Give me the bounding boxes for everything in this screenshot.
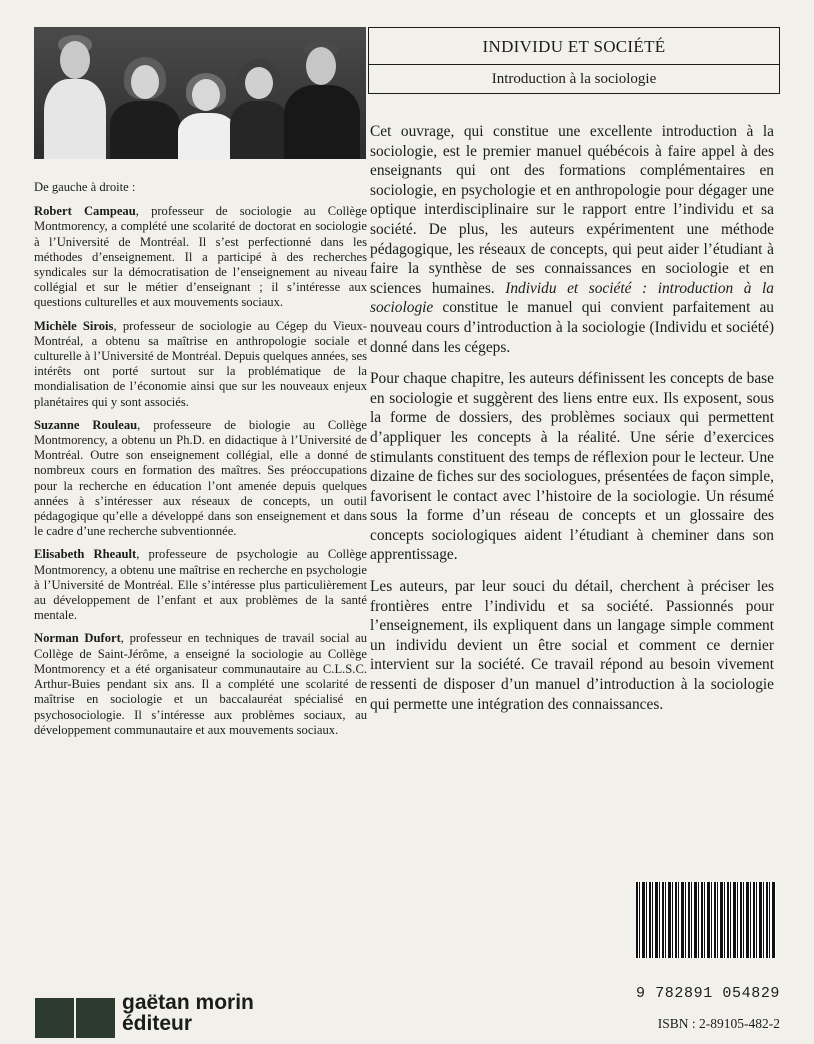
publisher-logo-square	[76, 998, 115, 1038]
authors-section	[34, 180, 367, 746]
author-bio	[34, 204, 367, 310]
author-name: Suzanne Rouleau	[34, 417, 138, 432]
author-bio-text: , professeur de sociologie au Cégep du Vieux-Montréal, a obtenu sa maîtrise en anthropologie sociale et culturelle à l’Université de Montréal. Depuis quelques années, ses intérêts ont porté surtout sur la problématique de la mondialisation de l’économie ainsi que sur les nouveaux enjeux planétaires qui y sont associés.	[34, 318, 368, 409]
author-bio	[34, 631, 367, 737]
author-name: Norman Dufort	[34, 631, 121, 646]
description-book-title: Individu et société : introduction à la sociologie	[370, 279, 774, 317]
author-name: Elisabeth Rheault	[34, 547, 137, 562]
book-title: INDIVIDU ET SOCIÉTÉ	[482, 37, 666, 56]
description-text: Cet ouvrage, qui constitue une excellente introduction à la sociologie, est le premier manuel québécois à faire appel à des enseignants qui ont des formations complémentaires en sociologie, en psychologie et en anthropologie pour dégager une optique interdisciplinaire sur le rapport entre l’individu et sa société. De plus, les auteurs expérimentent une méthode pédagogique, les réseaux de concepts, qui peut aider l’étudiant à faire la synthèse de ses connaissances en sociologie et en sciences humaines.	[370, 123, 774, 297]
title-box	[368, 27, 780, 94]
author-bio-text: , professeur en techniques de travail social au Collège de Saint-Jérôme, a enseigné la sociologie au Collège Montmorency et a été organisateur communautaire au C.L.S.C. Arthur-Buies pendant six ans. Il a complété une scolarité de maîtrise en sociologie et un baccalauréat spécialisé en psychosociologie. Il s’intéresse aux problèmes sociaux, au développement communautaire et aux mouvements sociaux.	[34, 631, 367, 737]
publisher-name	[122, 992, 254, 1034]
description-text: constitue le manuel qui convient parfaitement au nouveau cours d’introduction à la sociologie (Individu et société) donné dans les cégeps.	[370, 299, 774, 356]
barcode	[636, 882, 776, 958]
author-bio-text: , professeur de sociologie au Collège Montmorency, a complété une scolarité de doctorat en sociologie à l’Université de Montréal. Il s’est perfectionné dans les méthodes d’enseignement. Il a participé à des recherches syndicales sur la démocratisation de l’enseignement au niveau collégial et sur le métier d’enseignant ; il s’intéresse aux questions culturelles et aux mouvements sociaux.	[34, 204, 367, 310]
book-description	[370, 122, 774, 726]
authors-intro: De gauche à droite :	[34, 180, 136, 194]
author-bio	[34, 319, 367, 410]
author-bio	[34, 547, 367, 623]
publisher-logo-square	[35, 998, 74, 1038]
barcode-digits: 9 782891 054829	[636, 985, 781, 1002]
publisher-name-line1: gaëtan morin	[122, 991, 254, 1014]
description-paragraph	[370, 122, 774, 357]
author-name: Michèle Sirois	[34, 318, 114, 333]
title-divider	[369, 64, 779, 65]
author-bio	[34, 418, 367, 540]
publisher-name-line2: éditeur	[122, 1012, 193, 1035]
description-paragraph: Pour chaque chapitre, les auteurs définissent les concepts de base en sociologie et suggèrent des liens entre eux. Ils exposent, sous la forme de dossiers, des problèmes sociaux qui permettent d’appliquer les concepts à la réalité. Une série d’exercices stimulants constituent des temps de réflexion pour le lecteur. Une dizaine de fiches sur des sociologues, présentées de façon simple, favorisent le contact avec l’histoire de la sociologie. Un résumé sous la forme d’un réseau de concepts et un glossaire des concepts sociologiques aident l’étudiant à cheminer dans son apprentissage.	[370, 370, 774, 564]
author-name: Robert Campeau	[34, 204, 136, 219]
description-paragraph: Les auteurs, par leur souci du détail, cherchent à préciser les frontières entre l’individu et sa société. Passionnés pour l’enseignement, ils expliquent dans un langage simple comment un individu devient un être social et comment ce dernier intervient sur la société. Ce travail répond au besoin vivement ressenti de disposer d’un manuel d’introduction à la sociologie qui permette une intégration des connaissances.	[370, 578, 774, 713]
author-bio-text: , professeure de psychologie au Collège Montmorency, a obtenu une maîtrise en recherche en psychologie à l’Université de Montréal. Elle s’intéresse plus particulièrement au développement de l’enfant et aux problèmes de la santé mentale.	[34, 547, 367, 623]
isbn: ISBN : 2-89105-482-2	[657, 1016, 780, 1031]
book-subtitle: Introduction à la sociologie	[491, 71, 657, 87]
author-bio-text: , professeure de biologie au Collège Montmorency, a obtenu un Ph.D. en didactique à l’Université de Montréal. Outre son enseignement collégial, elle a donné de nombreux cours en formation des maîtres. Ses préoccupations pour la recherche en éducation l’ont amenée depuis quelques années à s’intéresser aux réseaux de concepts, un outil pédagogique qu’elle a développé dans son enseignement et dans le cadre d’une recherche subventionnée.	[34, 417, 367, 539]
authors-photo	[34, 27, 366, 159]
